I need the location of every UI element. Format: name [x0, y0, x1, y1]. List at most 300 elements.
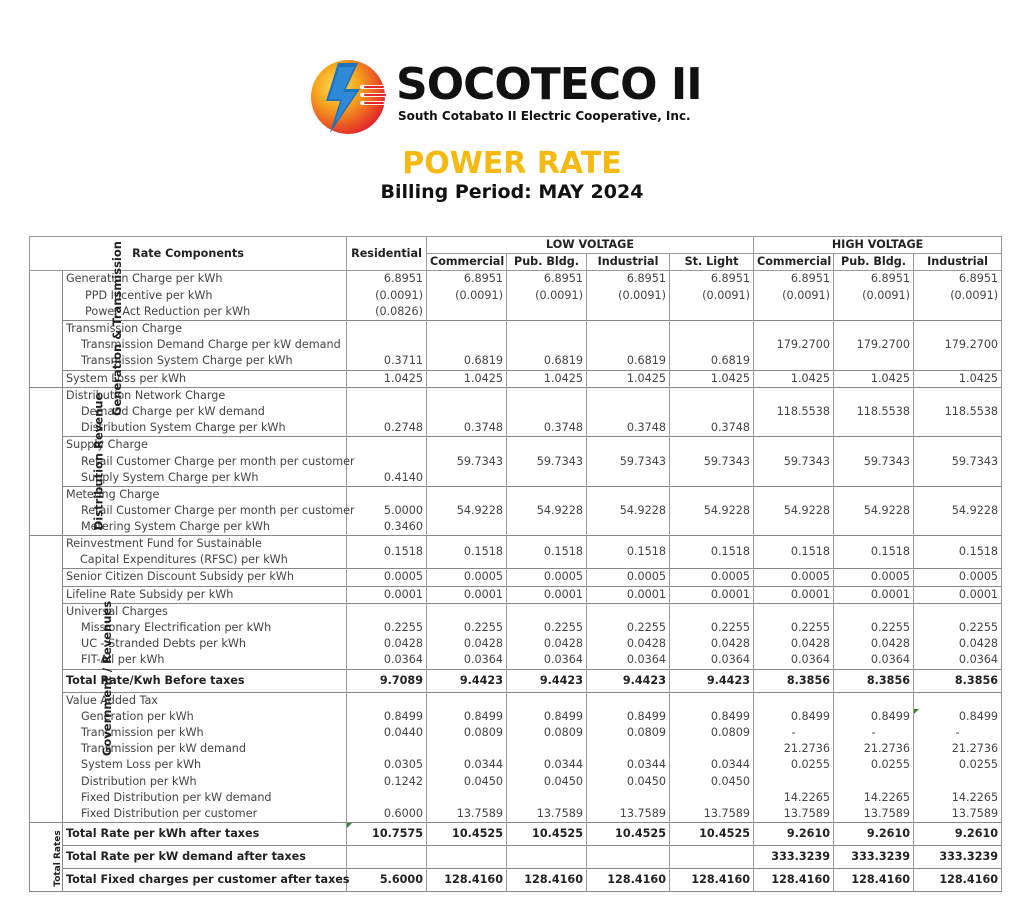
rate-cell: [914, 353, 1002, 370]
rate-cell: -: [754, 725, 834, 741]
row-label-text: FIT-All per kWh: [81, 653, 165, 667]
rate-cell: 0.8499: [670, 709, 754, 725]
rate-cell: 21.2736: [754, 741, 834, 757]
rate-cell: 0.8499: [754, 709, 834, 725]
rate-cell: 0.0428: [754, 636, 834, 652]
row-label: [63, 790, 347, 806]
rate-cell: 333.3239: [754, 846, 834, 869]
rate-cell: [587, 692, 670, 709]
rate-cell: (0.0091): [834, 288, 914, 304]
rate-cell: [507, 692, 587, 709]
row-label-text: Supply System Charge per kWh: [81, 470, 259, 484]
rate-cell: [347, 846, 427, 869]
rate-cell: [507, 320, 587, 337]
section-label-text: Distribution Revenue: [91, 392, 106, 530]
rate-cell: [507, 846, 587, 869]
row-label-text: Demand Charge per kW demand: [81, 404, 265, 418]
rate-cell: (0.0091): [347, 288, 427, 304]
rate-cell: 0.0005: [754, 569, 834, 586]
rate-cell: [587, 404, 670, 420]
rate-cell: 0.0344: [427, 757, 507, 773]
rate-cell: 0.0364: [914, 652, 1002, 669]
rate-cell: 6.8951: [834, 271, 914, 288]
rate-cell: (0.0091): [507, 288, 587, 304]
rate-cell: 118.5538: [754, 404, 834, 420]
rate-cell: 8.3856: [914, 669, 1002, 692]
row-label-text: Transmission System Charge per kWh: [81, 354, 293, 368]
rate-cell: [427, 519, 507, 536]
rate-cell: [587, 437, 670, 454]
rate-cell: 14.2265: [914, 790, 1002, 806]
col-lv-pub-bldg: Pub. Bldg.: [507, 254, 587, 271]
rate-cell: (0.0091): [587, 288, 670, 304]
rate-cell: 0.2255: [754, 620, 834, 636]
rate-cell: 1.0425: [914, 370, 1002, 387]
rate-cell: [670, 486, 754, 503]
rate-cell: 128.4160: [507, 869, 587, 892]
rate-cell: 0.2255: [587, 620, 670, 636]
row-label-text-2: Capital Expenditures (RFSC) per kWh: [80, 553, 288, 567]
rate-cell: [914, 773, 1002, 789]
rate-cell: [670, 603, 754, 620]
rate-cell: 0.3748: [587, 420, 670, 437]
rate-cell: 13.7589: [914, 806, 1002, 823]
rate-cell: 13.7589: [670, 806, 754, 823]
rate-cell: [587, 519, 670, 536]
rate-cell: [427, 320, 507, 337]
rate-cell: 5.6000: [347, 869, 427, 892]
table-row: [30, 503, 1002, 519]
rate-cell: [834, 353, 914, 370]
row-label: [63, 536, 347, 569]
rate-cell: [347, 320, 427, 337]
rate-cell: 9.4423: [670, 669, 754, 692]
table-row: [30, 806, 1002, 823]
rate-cell: [834, 304, 914, 321]
table-row: [30, 387, 1002, 404]
rate-cell: 0.1518: [427, 536, 507, 569]
rate-cell: [834, 387, 914, 404]
col-residential: Residential: [347, 237, 427, 271]
row-label-text: Retail Customer Charge per month per customer: [81, 454, 355, 468]
rate-cell: [507, 519, 587, 536]
row-label: [63, 353, 347, 370]
rate-cell: 0.0001: [427, 586, 507, 603]
rate-cell: [914, 519, 1002, 536]
rate-cell: [670, 437, 754, 454]
rate-cell: 128.4160: [914, 869, 1002, 892]
row-label: [63, 823, 347, 846]
rate-cell: 179.2700: [834, 337, 914, 353]
row-label-text: Generation Charge per kWh: [66, 272, 223, 286]
rate-cell: [914, 320, 1002, 337]
rate-cell: 0.0001: [834, 586, 914, 603]
rate-cell: 0.0344: [507, 757, 587, 773]
table-row: [30, 486, 1002, 503]
rate-cell: [754, 692, 834, 709]
rate-cell: [670, 790, 754, 806]
rate-cell: 0.0428: [347, 636, 427, 652]
rate-cell: 13.7589: [507, 806, 587, 823]
table-row: [30, 846, 1002, 869]
table-row: [30, 709, 1002, 725]
rate-cell: [754, 486, 834, 503]
table-row: [30, 773, 1002, 789]
rate-cell: [347, 453, 427, 469]
rate-cell: 0.0001: [754, 586, 834, 603]
rate-cell: 128.4160: [670, 869, 754, 892]
rate-cell: 1.0425: [347, 370, 427, 387]
rate-cell: 59.7343: [754, 453, 834, 469]
rate-cell: [427, 404, 507, 420]
section-label-text: Government / Revenues: [100, 601, 115, 757]
row-label-text: Distribution Network Charge: [66, 388, 226, 402]
row-label: [63, 304, 347, 321]
rate-cell: 6.8951: [587, 271, 670, 288]
rate-cell: 0.0001: [670, 586, 754, 603]
table-row: [30, 692, 1002, 709]
rate-cell: [670, 304, 754, 321]
rate-cell: 0.1518: [834, 536, 914, 569]
rate-cell: 54.9228: [507, 503, 587, 519]
rate-cell: 0.2748: [347, 420, 427, 437]
row-label: [63, 773, 347, 789]
rate-cell: 9.4423: [507, 669, 587, 692]
rate-cell: 59.7343: [587, 453, 670, 469]
rate-cell: 1.0425: [670, 370, 754, 387]
table-row: [30, 370, 1002, 387]
rate-cell: 13.7589: [587, 806, 670, 823]
table-row: [30, 725, 1002, 741]
table-row: [30, 536, 1002, 569]
rate-cell: 1.0425: [507, 370, 587, 387]
rate-cell: 333.3239: [914, 846, 1002, 869]
rate-cell: [754, 519, 834, 536]
rate-cell: [834, 470, 914, 487]
table-row: [30, 790, 1002, 806]
rate-cell: 0.6819: [587, 353, 670, 370]
rate-cell: [427, 741, 507, 757]
rate-cell: 0.0364: [754, 652, 834, 669]
rate-cell: 10.4525: [507, 823, 587, 846]
table-row: [30, 337, 1002, 353]
rate-cell: 6.8951: [754, 271, 834, 288]
rate-cell: 0.0005: [347, 569, 427, 586]
rate-cell: [834, 437, 914, 454]
rate-cell: [427, 437, 507, 454]
col-lv-commercial: Commercial: [427, 254, 507, 271]
rate-cell: 0.2255: [427, 620, 507, 636]
rate-cell: [587, 337, 670, 353]
row-label-text: Transmission per kW demand: [81, 742, 246, 756]
rate-cell: [587, 320, 670, 337]
rate-cell: 0.3748: [670, 420, 754, 437]
row-label-text: Metering Charge: [66, 487, 160, 501]
rate-cell: 0.0001: [507, 586, 587, 603]
rate-cell: [670, 692, 754, 709]
rate-cell: [754, 470, 834, 487]
rate-cell: 0.0255: [914, 757, 1002, 773]
rate-cell: 0.0005: [670, 569, 754, 586]
rate-cell: 54.9228: [587, 503, 670, 519]
rate-cell: [587, 603, 670, 620]
rate-cell: 0.0450: [670, 773, 754, 789]
rate-cell: 0.0809: [587, 725, 670, 741]
rate-cell: [347, 404, 427, 420]
table-row: [30, 320, 1002, 337]
table-row: [30, 437, 1002, 454]
rate-cell: [427, 470, 507, 487]
rate-cell: 0.8499: [347, 709, 427, 725]
section-label-text: Generation & Transmission: [109, 241, 124, 416]
rate-cell: [914, 486, 1002, 503]
rate-cell: [587, 790, 670, 806]
rate-cell: 9.4423: [587, 669, 670, 692]
row-label-text: Fixed Distribution per kW demand: [81, 790, 272, 804]
rate-cell: 0.3460: [347, 519, 427, 536]
rate-cell: 0.0001: [587, 586, 670, 603]
rate-cell: 9.2610: [914, 823, 1002, 846]
rate-cell: [347, 437, 427, 454]
rate-cell: [670, 404, 754, 420]
page-header: [0, 0, 1024, 220]
rate-cell: 0.0809: [670, 725, 754, 741]
table-row: [30, 304, 1002, 321]
rate-cell: [754, 773, 834, 789]
rate-cell: 59.7343: [914, 453, 1002, 469]
rate-cell: 128.4160: [427, 869, 507, 892]
rate-cell: 0.1518: [587, 536, 670, 569]
rate-cell: 13.7589: [754, 806, 834, 823]
table-row: [30, 669, 1002, 692]
rate-cell: [914, 420, 1002, 437]
rate-cell: (0.0091): [427, 288, 507, 304]
rate-cell: 0.2255: [507, 620, 587, 636]
rate-cell: 0.0428: [427, 636, 507, 652]
rate-cell: 128.4160: [754, 869, 834, 892]
rate-cell: 0.1518: [670, 536, 754, 569]
rate-cell: [914, 470, 1002, 487]
rate-cell: 0.0809: [507, 725, 587, 741]
rate-cell: 10.4525: [427, 823, 507, 846]
rate-cell: [670, 846, 754, 869]
rate-cell: [427, 304, 507, 321]
col-low-voltage: LOW VOLTAGE: [427, 237, 754, 254]
rate-cell: [507, 304, 587, 321]
rate-cell: 0.2255: [347, 620, 427, 636]
table-row: [30, 603, 1002, 620]
rate-cell: 1.0425: [587, 370, 670, 387]
rate-cell: 21.2736: [834, 741, 914, 757]
table-row: [30, 757, 1002, 773]
row-label-text: Missionary Electrification per kWh: [81, 621, 272, 635]
rate-cell: 59.7343: [427, 453, 507, 469]
rate-cell: 0.0364: [427, 652, 507, 669]
row-label-text: Reinvestment Fund for Sustainable: [66, 537, 262, 551]
table-row: [30, 271, 1002, 288]
rate-cell: [914, 304, 1002, 321]
rate-cell: [834, 773, 914, 789]
rate-cell: 0.0364: [347, 652, 427, 669]
rate-cell: [587, 470, 670, 487]
table-row: [30, 741, 1002, 757]
rate-cell: 10.4525: [587, 823, 670, 846]
rate-cell: [507, 486, 587, 503]
rate-cell: 0.0809: [427, 725, 507, 741]
brand-name: SOCOTECO II: [396, 59, 702, 110]
rate-cell: 0.0005: [914, 569, 1002, 586]
rate-cell: [670, 519, 754, 536]
rate-cell: 0.0344: [587, 757, 670, 773]
rate-cell: 59.7343: [507, 453, 587, 469]
rate-cell: 0.8499: [914, 709, 1002, 725]
rate-cell: [427, 337, 507, 353]
table-row: [30, 470, 1002, 487]
rate-cell: [834, 519, 914, 536]
rate-cell: 0.8499: [587, 709, 670, 725]
rate-cell: 0.2255: [670, 620, 754, 636]
rate-cell: 54.9228: [427, 503, 507, 519]
rate-cell: 6.8951: [507, 271, 587, 288]
section-label-text: Total Rates: [52, 830, 63, 887]
rate-cell: [834, 692, 914, 709]
table-row: [30, 869, 1002, 892]
rate-cell: 0.1518: [914, 536, 1002, 569]
rate-cell: 5.0000: [347, 503, 427, 519]
rate-cell: [507, 790, 587, 806]
row-label-text: UC - Stranded Debts per kWh: [81, 637, 246, 651]
row-label-text: Lifeline Rate Subsidy per kWh: [66, 587, 234, 601]
table-row: [30, 652, 1002, 669]
rate-cell: 0.0450: [507, 773, 587, 789]
rate-cell: 9.4423: [427, 669, 507, 692]
row-label: [63, 288, 347, 304]
rate-cell: [914, 692, 1002, 709]
row-label-text: Retail Customer Charge per month per customer: [81, 504, 355, 518]
table-row: [30, 569, 1002, 586]
row-label-text: Total Fixed charges per customer after taxes: [66, 873, 350, 886]
power-rate-table: [29, 236, 1002, 892]
rate-cell: 14.2265: [834, 790, 914, 806]
row-label-text: Fixed Distribution per customer: [81, 806, 258, 820]
table-row: [30, 636, 1002, 652]
rate-cell: [507, 404, 587, 420]
page-title: POWER RATE: [402, 146, 622, 181]
row-label: [63, 869, 350, 892]
rate-cell: (0.0091): [914, 288, 1002, 304]
section-label-dist: [30, 387, 106, 536]
rate-cell: 6.8951: [670, 271, 754, 288]
rate-cell: [914, 603, 1002, 620]
rate-cell: 0.0005: [834, 569, 914, 586]
rate-cell: 6.8951: [347, 271, 427, 288]
row-label-text: Total Rate/Kwh Before taxes: [66, 673, 245, 687]
rate-cell: 0.0364: [670, 652, 754, 669]
rate-cell: 0.0428: [507, 636, 587, 652]
rate-cell: 0.0450: [587, 773, 670, 789]
rate-cell: [914, 387, 1002, 404]
rate-cell: 10.4525: [670, 823, 754, 846]
col-rate-components: Rate Components: [30, 237, 347, 271]
rate-cell: [670, 320, 754, 337]
row-label-text: PPD Incentive per kWh: [85, 288, 213, 302]
row-label-text: Total Rate per kWh after taxes: [66, 827, 260, 840]
rate-cell: [834, 603, 914, 620]
rate-cell: 0.6819: [427, 353, 507, 370]
table-row: [30, 288, 1002, 304]
rate-cell: 54.9228: [754, 503, 834, 519]
table-row: [30, 519, 1002, 536]
rate-cell: 0.6000: [347, 806, 427, 823]
row-label: [63, 569, 347, 586]
rate-cell: 6.8951: [914, 271, 1002, 288]
rate-cell: [914, 437, 1002, 454]
rate-cell: [427, 846, 507, 869]
rate-cell: 8.3856: [754, 669, 834, 692]
rate-cell: [754, 353, 834, 370]
rate-cell: 9.2610: [834, 823, 914, 846]
col-lv-industrial: Industrial: [587, 254, 670, 271]
row-label-text: Senior Citizen Discount Subsidy per kWh: [66, 570, 294, 584]
rate-cell: 0.1518: [754, 536, 834, 569]
row-label: [63, 370, 347, 387]
col-hv-commercial: Commercial: [754, 254, 834, 271]
rate-cell: [507, 603, 587, 620]
rate-cell: 54.9228: [834, 503, 914, 519]
table-row: [30, 420, 1002, 437]
rate-cell: 13.7589: [834, 806, 914, 823]
rate-cell: 0.8499: [507, 709, 587, 725]
rate-cell: [754, 420, 834, 437]
rate-cell: 0.3748: [427, 420, 507, 437]
rate-cell: [427, 486, 507, 503]
rate-cell: [427, 790, 507, 806]
rate-cell: [754, 304, 834, 321]
row-label-text: Metering System Charge per kWh: [81, 520, 271, 534]
rate-cell: [670, 337, 754, 353]
rate-cell: [347, 486, 427, 503]
rate-cell: 59.7343: [670, 453, 754, 469]
rate-cell: 0.0305: [347, 757, 427, 773]
row-label: [63, 320, 347, 337]
rate-cell: 14.2265: [754, 790, 834, 806]
rate-cell: (0.0091): [754, 288, 834, 304]
rate-cell: 128.4160: [834, 869, 914, 892]
rate-cell: [507, 741, 587, 757]
rate-cell: 1.0425: [754, 370, 834, 387]
rate-cell: [670, 470, 754, 487]
rate-cell: 0.4140: [347, 470, 427, 487]
rate-cell: 118.5538: [834, 404, 914, 420]
rate-cell: (0.0826): [347, 304, 427, 321]
rate-cell: 0.3711: [347, 353, 427, 370]
row-label: [63, 337, 347, 353]
row-label-text: Generation per kWh: [81, 709, 194, 723]
rate-cell: [507, 470, 587, 487]
rate-cell: 0.2255: [834, 620, 914, 636]
rate-cell: [507, 337, 587, 353]
rate-cell: -: [914, 725, 1002, 741]
row-label: [63, 846, 347, 869]
rate-cell: 0.1518: [347, 536, 427, 569]
rate-cell: 179.2700: [754, 337, 834, 353]
col-hv-pub-bldg: Pub. Bldg.: [834, 254, 914, 271]
rate-cell: [427, 603, 507, 620]
rate-cell: 0.0364: [507, 652, 587, 669]
rate-cell: [427, 692, 507, 709]
rate-cell: [834, 420, 914, 437]
rate-cell: [670, 387, 754, 404]
